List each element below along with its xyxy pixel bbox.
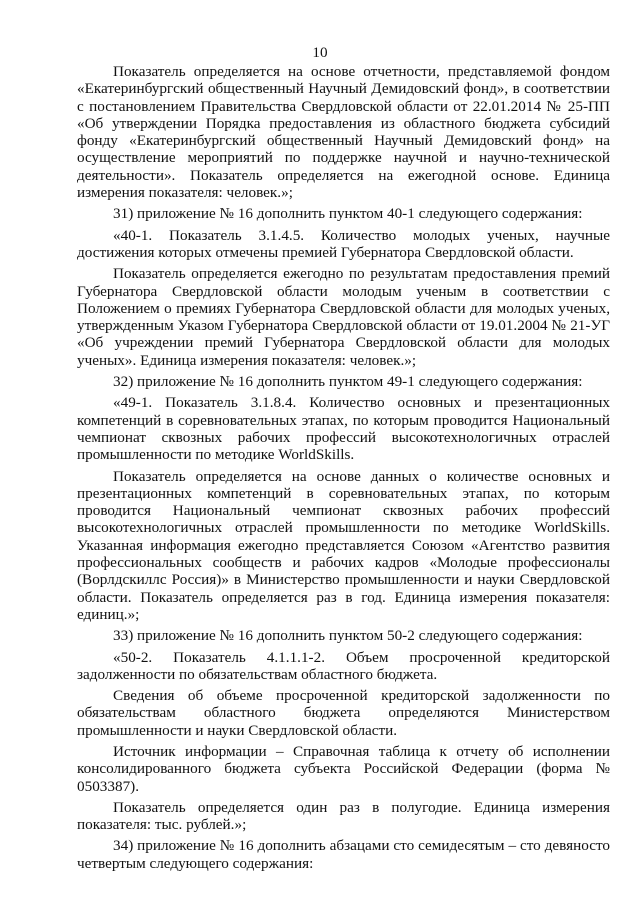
paragraph-indicator-49-1: «49-1. Показатель 3.1.8.4. Количество основных и презентационных компетенций в соревновательных этапах, по которым проводится Национальный чемпионат сквозных рабочих профессий высокотехнологичных отраслей промышленности по методике WorldSkills. [77,394,610,464]
paragraph-indicator-49-1-method: Показатель определяется на основе данных о количестве основных и презентационных компетенций в соревновательных этапах, по которым проводится Национальный чемпионат сквозных рабочих профессий высокотехнологичных отраслей промышленности по методике WorldSkills. Указанная информация ежегодно представляется Союзом «Агентство развития профессиональных сообществ и рабочих кадров «Молодые профессионалы (Ворлдскиллс Россия)» в Министерство промышленности и науки Свердловской области. Показатель определяется раз в год. Единица измерения показателя: единиц.»; [77,467,610,623]
document-body [77,63,610,876]
paragraph-indicator-50-2: «50-2. Показатель 4.1.1.1-2. Объем просроченной кредиторской задолженности по обязательствам областного бюджета. [77,648,610,683]
paragraph-item-34: 34) приложение № 16 дополнить абзацами сто семидесятым – сто девяносто четвертым следующего содержания: [77,837,610,872]
paragraph-demidov-fund-indicator: Показатель определяется на основе отчетности, представляемой фондом «Екатеринбургский общественный Научный Демидовский фонд», в соответствии с постановлением Правительства Свердловской области от 22.01.2014 № 25-ПП «Об утверждении Порядка предоставления из областного бюджета субсидий фонду «Екатеринбургский общественный Научный Демидовский фонд» на осуществление мероприятий по поддержке научной и научно-технической деятельности». Показатель определяется на ежегодной основе. Единица измерения показателя: человек.»; [77,63,610,202]
paragraph-item-31: 31) приложение № 16 дополнить пунктом 40-1 следующего содержания: [113,205,583,223]
paragraph-indicator-50-2-source-table: Источник информации – Справочная таблица к отчету об исполнении консолидированного бюджета субъекта Российской Федерации (форма № 0503387). [77,742,610,795]
paragraph-indicator-40-1-method: Показатель определяется ежегодно по результатам предоставления премий Губернатора Свердловской области молодым ученым в соответствии с Положением о премиях Губернатора Свердловской области для молодых ученых, утвержденным Указом Губернатора Свердловской области от 19.01.2004 № 21-УГ «Об учреждении премий Губернатора Свердловской области для молодых ученых». Единица измерения показателя: человек.»; [77,265,610,369]
paragraph-indicator-50-2-frequency: Показатель определяется один раз в полугодие. Единица измерения показателя: тыс. рублей.»; [77,798,610,834]
paragraph-indicator-50-2-source-info: Сведения об объеме просроченной кредиторской задолженности по обязательствам областного бюджета определяются Министерством промышленности и науки Свердловской области. [77,687,610,739]
paragraph-indicator-40-1: «40-1. Показатель 3.1.4.5. Количество молодых ученых, научные достижения которых отмечены премией Губернатора Свердловской области. [77,226,610,261]
paragraph-item-33: 33) приложение № 16 дополнить пунктом 50-2 следующего содержания: [113,627,583,645]
page-number: 10 [312,44,328,61]
paragraph-item-32: 32) приложение № 16 дополнить пунктом 49-1 следующего содержания: [113,373,583,391]
